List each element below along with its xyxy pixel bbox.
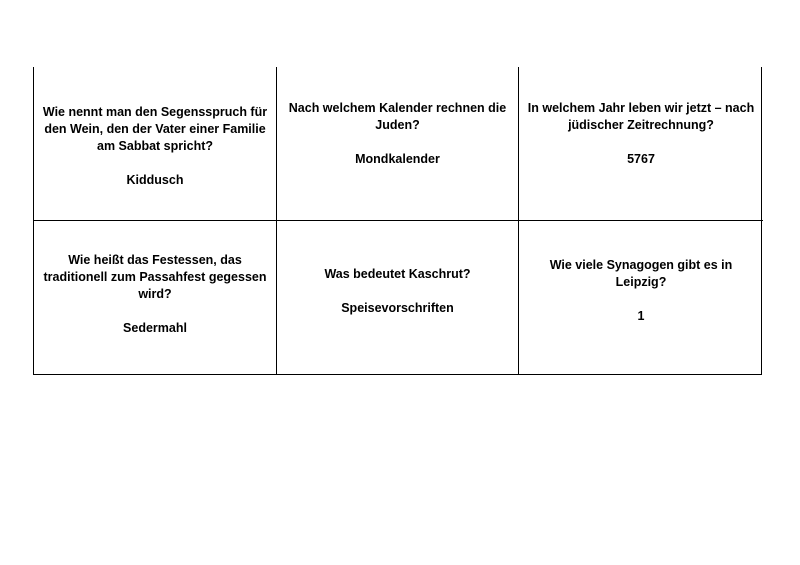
card-answer: 5767	[627, 151, 655, 166]
quiz-card-festessen	[34, 221, 277, 375]
quiz-card-grid	[33, 67, 762, 375]
card-question: In welchem Jahr leben wir jetzt – nach jüdischer Zeitrechnung?	[527, 100, 755, 132]
quiz-card-jahr	[519, 67, 763, 221]
quiz-card-kalender	[277, 67, 519, 221]
card-answer: Speisevorschriften	[341, 300, 454, 315]
card-answer: 1	[637, 309, 645, 323]
quiz-card-synagogen	[519, 221, 763, 375]
card-question: Nach welchem Kalender rechnen die Juden?	[288, 100, 507, 132]
card-question: Wie nennt man den Segensspruch für den Wein, den der Vater einer Familie am Sabbat spricht?	[42, 105, 268, 153]
card-answer: Sedermahl	[123, 320, 187, 335]
card-question: Was bedeutet Kaschrut?	[324, 266, 471, 281]
card-answer: Mondkalender	[355, 151, 440, 166]
quiz-card-kiddusch	[34, 67, 277, 221]
quiz-card-kaschrut	[277, 221, 519, 375]
card-answer: Kiddusch	[126, 173, 184, 187]
card-question: Wie heißt das Festessen, das traditionell zum Passahfest gegessen wird?	[43, 252, 267, 301]
card-question: Wie viele Synagogen gibt es in Leipzig?	[549, 258, 733, 289]
